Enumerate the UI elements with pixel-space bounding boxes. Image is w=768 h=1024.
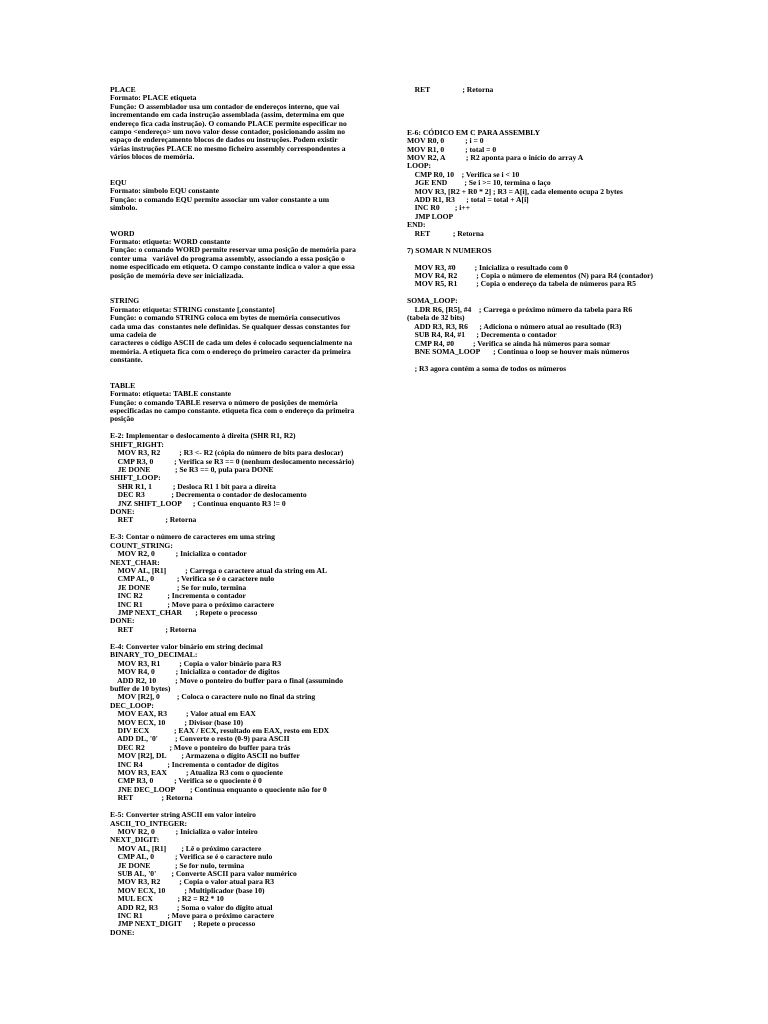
left-text-line: JE DONE ; Se for nulo, termina [110,860,245,870]
left-text-line: conter uma variável do programa assembly, associando a essa posição o [110,253,345,263]
blank-line [407,94,672,103]
left-text-line: símbolo. [110,203,138,213]
right-text-line: JGE END ; Se i >= 10, termina o laço [407,178,551,188]
right-text-line: INC R0 ; i++ [407,203,471,213]
left-text-line: caracteres o código ASCII de cada um deles é colocado sequencialmente na [110,338,353,348]
left-text-line: INC R2 ; Incrementa o contador [110,591,246,601]
left-text-line: NEXT_DIGIT: [110,835,160,845]
left-text-line: NEXT_CHAR: [110,557,160,567]
left-text-line: DIV ECX ; EAX / ECX, resultado em EAX, resto em EDX [110,725,330,735]
left-text-line: INC R1 ; Move para o próximo caractere [110,911,275,921]
left-text-line: JE DONE ; Se for nulo, termina [110,582,247,592]
blank-line [110,280,372,289]
left-text-line: TABLE [110,380,136,390]
left-text-line: MOV R3, EAX ; Atualiza R3 com o quociente [110,767,283,777]
right-text-line: SUB R4, R4, #1 ; Decrementa o contador [407,330,557,340]
left-text-line: SUB AL, '0' ; Converte ASCII para valor numérico [110,869,297,879]
right-text-line: ADD R1, R3 ; total = total + A[i] [407,195,529,205]
left-text-line: MOV [R2], 0 ; Coloca o caractere nulo no final da string [110,692,316,702]
left-text-line: DONE: [110,616,135,626]
left-text-line: RET ; Retorna [110,624,197,634]
left-text-line: MOV AL, [R1] ; Carrega o caractere atual da string em AL [110,566,328,576]
blank-line [110,289,372,298]
left-text-line: Função: o comando TABLE reserva o número de posições de memória [110,397,338,407]
left-text-line: RET ; Retorna [110,793,193,803]
left-text-line: memória. A etiqueta fica com o endereço do primeiro caracter da primeira [110,346,351,356]
right-text-line: MOV R2, A ; R2 aponta para o início do array A [407,153,584,162]
right-text-line: SOMA_LOOP: [407,296,458,306]
left-text-line: SHR R1, 1 ; Desloca R1 1 bit para a direita [110,481,276,491]
left-text-line: DONE: [110,507,135,516]
right-text-line: RET ; Retorna [407,228,484,238]
blank-line [110,162,372,171]
left-text-line: MOV R2, 0 ; Inicializa o valor inteiro [110,827,258,836]
left-text-line: CMP AL, 0 ; Verifica se é o caractere nulo [110,574,275,584]
left-text-line: ADD R2, R3 ; Soma o valor do dígito atual [110,902,273,912]
blank-line [407,103,672,112]
left-text-line: posição de memória deve ser inicializada. [110,270,244,280]
right-text-line: ADD R3, R3, R6 ; Adiciona o número atual ao resultado (R3) [407,321,622,331]
right-text-line: ; R3 agora contém a soma de todos os números [407,363,567,373]
left-text-line: ASCII_TO_INTEGER: [110,818,188,828]
left-text-line: INC R1 ; Move para o próximo caractere [110,599,275,609]
left-text-line: Formato: etiqueta: TABLE constante [110,389,231,399]
left-text-line: JNE DEC_LOOP ; Continua enquanto o quociente não for 0 [110,784,327,794]
blank-line [110,221,372,230]
left-text-line: CMP AL, 0 ; Verifica se é o caractere nulo [110,852,273,862]
left-text-line: DONE: [110,927,135,937]
blank-line [110,373,372,382]
blank-line [110,170,372,179]
left-text-line: Função: o comando STRING coloca em bytes de memória consecutivos [110,313,341,323]
right-text-line: E-6: CÓDICO EM C PARA ASSEMBLY [407,127,541,137]
left-text-line: JE DONE ; Se R3 == 0, pula para DONE [110,464,274,474]
left-text-line: MOV R3, R2 ; Copia o valor atual para R3 [110,877,275,887]
right-text-line: CMP R4, #0 ; Verifica se ainda há números para somar [407,338,611,348]
right-text-line: RET ; Retorna [407,85,494,94]
left-text-line: PLACE [110,85,136,94]
left-text-line: Formato: símbolo EQU constante [110,186,220,196]
left-text-line: Função: o comando EQU permite associar um valor constante a um [110,194,330,204]
left-text-line: BINARY_TO_DECIMAL: [110,650,198,660]
left-text-line: Formato: etiqueta: WORD constante [110,237,231,247]
right-text-line: LOOP: [407,161,432,171]
left-text-line: MOV ECX, 10 ; Multiplicador (base 10) [110,885,265,895]
left-text-line: uma cadeia de [110,329,157,339]
left-text-line: endereço fica cada instrução). O comando PLACE permite especificar no [110,118,347,128]
left-text-line: MOV R3, R2 ; R3 <- R2 (cópia do número de bits para deslocar) [110,448,344,458]
left-text-line: JNZ SHIFT_LOOP ; Continua enquanto R3 != 0 [110,498,286,508]
right-text-line: MOV R3, #0 ; Inicializa o resultado com 0 [407,262,568,272]
left-text-line: JMP NEXT_CHAR ; Repete o processo [110,608,258,618]
left-text-line: campo <endereço> um novo valor desse contador, posicionando assim no [110,127,346,137]
left-text-line: SHIFT_LOOP: [110,473,161,483]
left-text-line: constante. [110,355,143,365]
left-text-line: MOV EAX, R3 ; Valor atual em EAX [110,709,256,719]
left-text-line: DEC R2 ; Move o ponteiro do buffer para trás [110,742,291,752]
blank-line [407,112,672,121]
left-text-line: RET ; Retorna [110,515,197,525]
left-text-line: SHIFT_RIGHT: [110,439,164,449]
left-text-line: E-3: Contar o número de caracteres em uma string [110,532,275,542]
left-text-line: MOV R2, 0 ; Inicializa o contador [110,549,247,559]
left-text-line: espaço de endereçamento blocos de dados ou instruções. Podem existir [110,135,338,145]
right-text-line: JMP LOOP [407,211,454,221]
left-text-line: nome especificado em etiqueta. O campo constante indica o valor a que essa [110,262,355,272]
blank-line [110,212,372,221]
left-text-line: CMP R3, 0 ; Verifica se o quociente é 0 [110,776,262,786]
right-text-line: MOV R1, 0 ; total = 0 [407,144,497,154]
document-left-column [110,86,372,937]
left-text-line: E-5: Converter string ASCII em valor inteiro [110,810,256,820]
right-text-line: END: [407,220,426,230]
left-text-line: ADD DL, '0' ; Converte o resto (0-9) para ASCII [110,734,290,744]
left-text-line: Função: O assemblador usa um contador de endereços interno, que vai [110,101,340,111]
document-right-column [407,86,672,373]
left-text-line: vários blocos de memória. [110,152,195,162]
left-text-line: posição [110,414,135,424]
left-text-line: MUL ECX ; R2 = R2 * 10 [110,894,224,904]
left-text-line: CMP R3, 0 ; Verifica se R3 == 0 (nenhum deslocamento necessário) [110,456,355,466]
left-text-line: MOV R3, R1 ; Copia o valor binário para R3 [110,658,282,668]
left-text-line: STRING [110,296,140,306]
left-text-line: COUNT_STRING: [110,540,173,550]
left-text-line: especificadas no campo constante. etiqueta fica com o endereço da primeira [110,405,355,415]
left-text-line: cada uma das constantes nele definidas. Se qualquer dessas constantes for [110,321,351,331]
left-text-line: INC R4 ; Incrementa o contador de dígitos [110,759,279,769]
left-text-line: Função: o comando WORD permite reservar uma posição de memória para [110,245,356,255]
right-text-line: (tabela de 32 bits) [407,313,465,323]
right-text-line: MOV R5, R1 ; Copia o endereço da tabela de números para R5 [407,279,637,289]
right-text-line: LDR R6, [R5], #4 ; Carrega o próximo número da tabela para R6 [407,304,633,314]
right-text-line: 7) SOMAR N NUMEROS [407,245,492,255]
left-text-line: DEC R3 ; Decrementa o contador de deslocamento [110,490,307,500]
right-text-line: MOV R4, R2 ; Copia o número de elementos (N) para R4 (contador) [407,271,654,281]
left-text-line: várias instruções PLACE no mesmo ficheiro assembly correspondentes a [110,143,346,153]
blank-line [110,365,372,374]
left-text-line: Formato: PLACE etiqueta [110,93,197,103]
left-text-line: buffer de 10 bytes) [110,683,171,693]
left-text-line: JMP NEXT_DIGIT ; Repete o processo [110,919,256,929]
left-text-line: EQU [110,177,127,187]
left-text-line: MOV R4, 0 ; Inicializa o contador de dígitos [110,667,280,677]
right-text-line: MOV R3, [R2 + R0 * 2] ; R3 = A[i], cada elemento ocupa 2 bytes [407,186,623,196]
left-text-line: MOV [R2], DL ; Armazena o dígito ASCII no buffer [110,751,300,761]
left-text-line: incrementando em cada instrução assemblada (assim, determina em que [110,110,345,120]
left-text-line: E-4: Converter valor binário em string decimal [110,641,263,651]
right-text-line: MOV R0, 0 ; i = 0 [407,136,484,146]
left-text-line: Formato: etiqueta: STRING constante [,constante] [110,304,275,314]
left-text-line: WORD [110,228,135,238]
left-text-line: MOV AL, [R1] ; Lê o próximo caractere [110,843,262,853]
left-text-line: ADD R2, 10 ; Move o ponteiro do buffer para o final (assumindo [110,675,344,685]
left-text-line: MOV ECX, 10 ; Divisor (base 10) [110,717,244,727]
left-text-line: DEC_LOOP: [110,700,154,710]
right-text-line: CMP R0, 10 ; Verifica se i < 10 [407,169,520,179]
left-text-line: E-2: Implementar o deslocamento à direita (SHR R1, R2) [110,431,296,441]
right-text-line: BNE SOMA_LOOP ; Continua o loop se houver mais números [407,346,630,356]
